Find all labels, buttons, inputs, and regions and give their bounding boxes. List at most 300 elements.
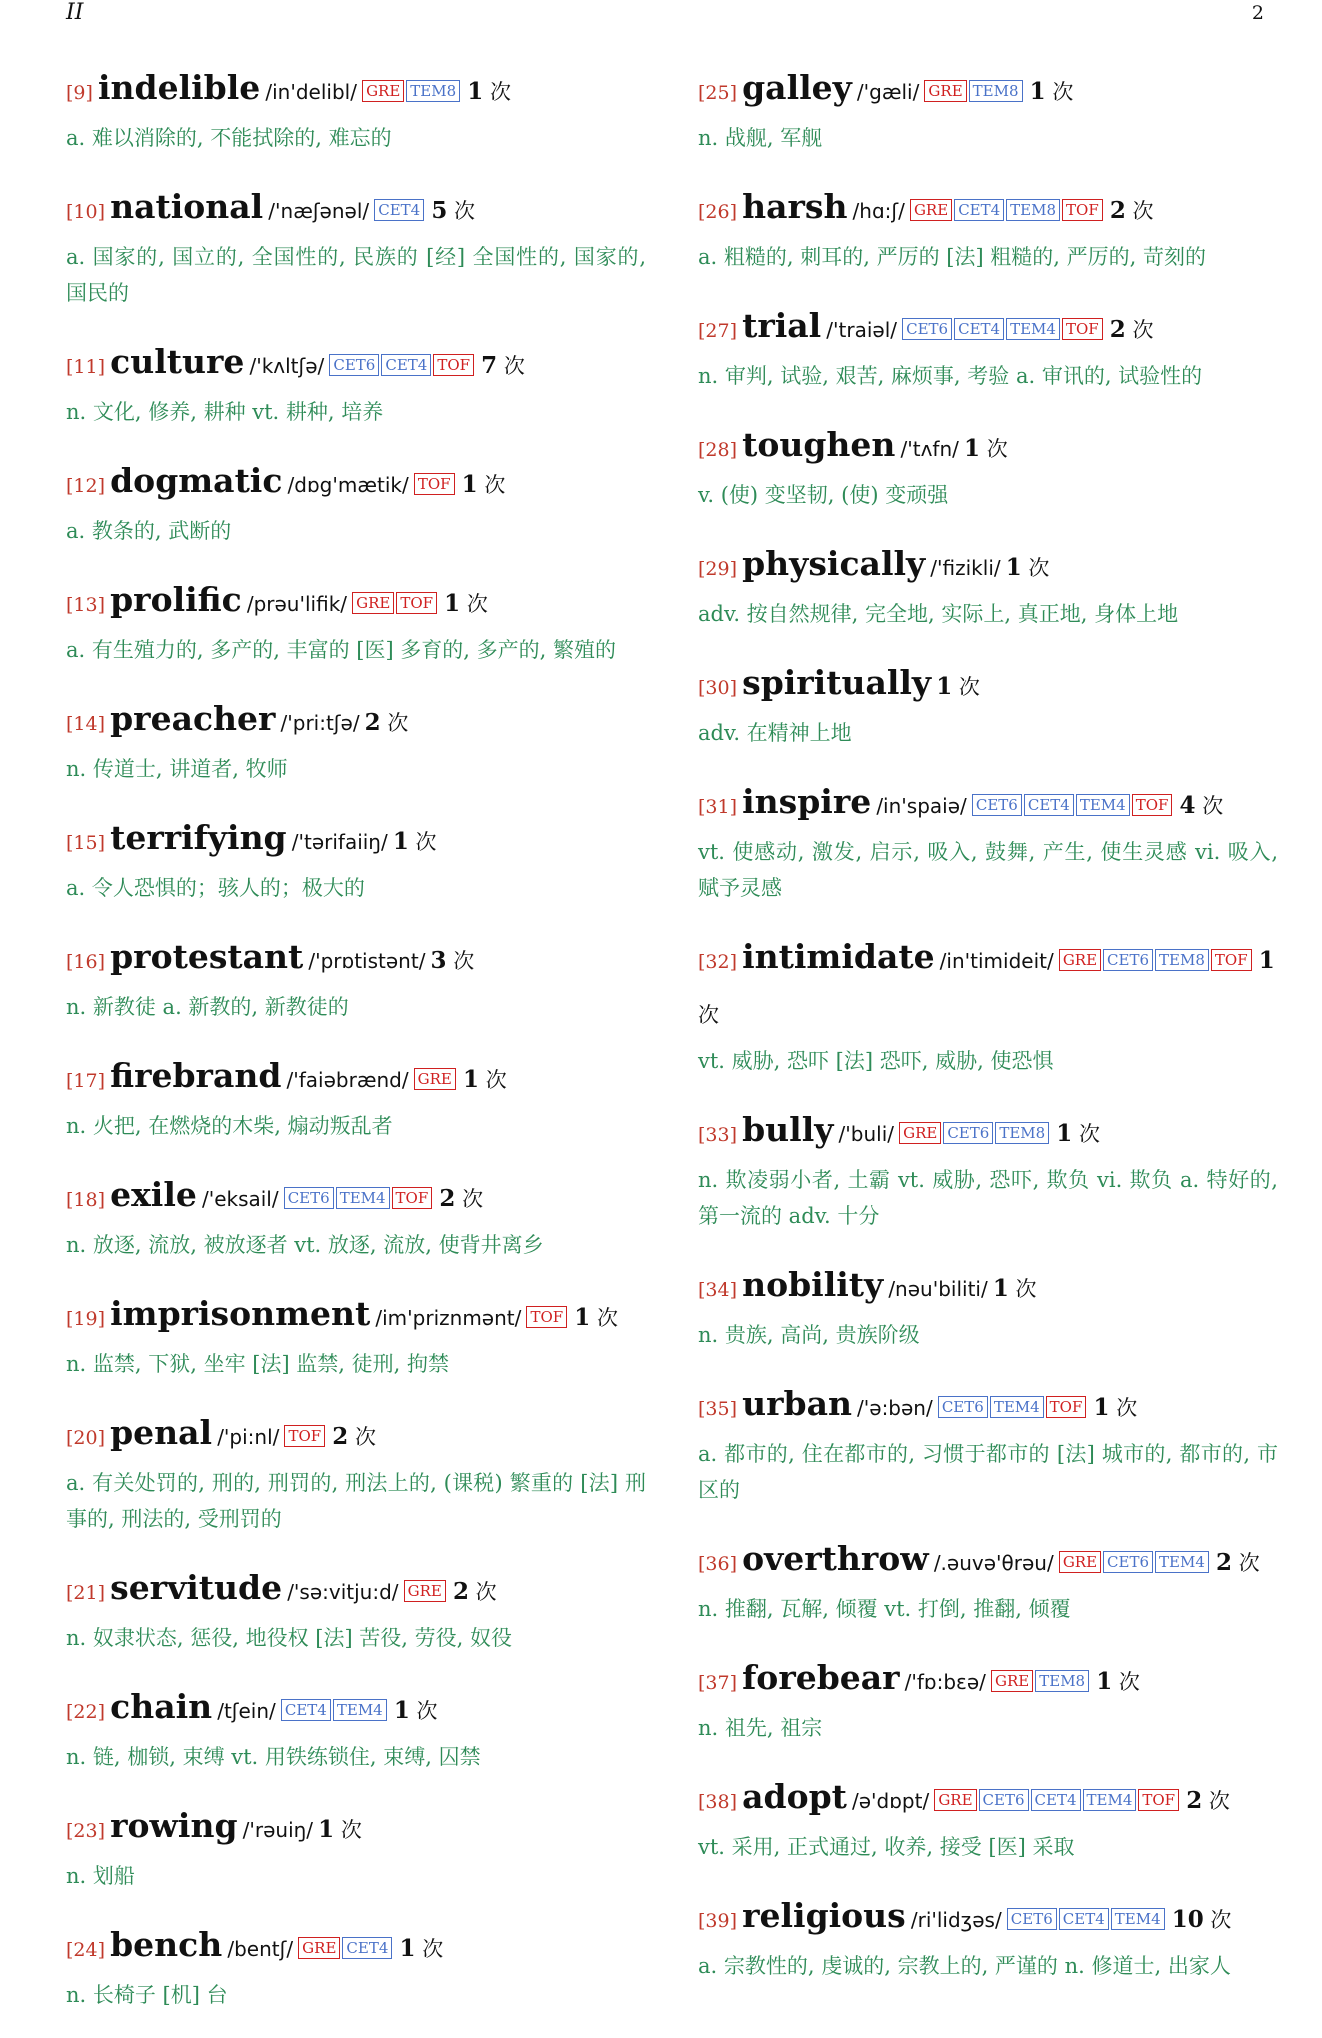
- headword: rowing: [110, 1806, 238, 1845]
- entry-headline: [66, 1681, 646, 1739]
- exam-tag-tof: TOF: [396, 592, 437, 614]
- entry-number: [36]: [698, 1553, 738, 1575]
- frequency-unit: 次: [489, 80, 511, 104]
- vocab-entry: [66, 1919, 646, 2013]
- exam-tag-gre: GRE: [1059, 1551, 1101, 1573]
- definition: a. 难以消除的, 不能拭除的, 难忘的: [66, 126, 392, 150]
- frequency-value: 2: [1215, 1549, 1232, 1576]
- frequency-value: 1: [318, 1816, 335, 1843]
- entry-headline: [66, 931, 646, 989]
- frequency-value: 5: [431, 197, 448, 224]
- vocab-entry: [698, 1890, 1278, 1984]
- frequency-value: 1: [1096, 1668, 1113, 1695]
- entry-headline: [698, 1259, 1278, 1317]
- frequency-value: 1: [1093, 1394, 1110, 1421]
- frequency-value: 1: [1056, 1120, 1073, 1147]
- phonetic: /'faiəbrænd/: [286, 1068, 409, 1092]
- frequency-count: [467, 80, 511, 104]
- frequency-unit: 次: [503, 354, 525, 378]
- phonetic: /'prɒtistənt/: [308, 949, 426, 973]
- frequency-value: 2: [364, 709, 381, 736]
- entry-number: [15]: [66, 832, 106, 854]
- exam-tag-cet6: CET6: [938, 1396, 988, 1418]
- frequency-count: [1056, 1122, 1100, 1146]
- headword: spiritually: [742, 663, 932, 702]
- entry-headline: [66, 574, 646, 632]
- frequency-count: [1006, 556, 1050, 580]
- exam-tag-tem8: TEM8: [969, 80, 1023, 102]
- entry-headline: [698, 657, 1278, 715]
- frequency-value: 2: [332, 1423, 349, 1450]
- page-header-left: II: [66, 0, 84, 25]
- exam-tag-tem4: TEM4: [1076, 794, 1130, 816]
- definition: vt. 使感动, 激发, 启示, 吸入, 鼓舞, 产生, 使生灵感 vi. 吸入, 赋予灵感: [698, 840, 1278, 900]
- exam-tag-cet6: CET6: [902, 318, 952, 340]
- vocab-entry: [698, 1533, 1278, 1627]
- frequency-value: 1: [444, 590, 461, 617]
- exam-tag-cet4: CET4: [1059, 1908, 1109, 1930]
- exam-tag-tof: TOF: [414, 473, 455, 495]
- vocab-entry: [698, 657, 1278, 751]
- frequency-value: 1: [992, 1275, 1009, 1302]
- exam-tag-cet6: CET6: [979, 1789, 1029, 1811]
- headword: dogmatic: [110, 461, 283, 500]
- vocab-entry: [698, 1378, 1278, 1508]
- definition: a. 宗教性的, 虔诚的, 宗教上的, 严谨的 n. 修道士, 出家人: [698, 1954, 1231, 1978]
- phonetic: /in'delibl/: [265, 80, 357, 104]
- entry-number: [32]: [698, 951, 738, 973]
- frequency-unit: 次: [1238, 1551, 1260, 1575]
- phonetic: /ri'lidʒəs/: [910, 1908, 1002, 1932]
- definition: n. 奴隶状态, 惩役, 地役权 [法] 苦役, 劳役, 奴役: [66, 1626, 513, 1650]
- frequency-unit: 次: [698, 1003, 719, 1027]
- exam-tag-cet4: CET4: [374, 199, 424, 221]
- exam-tag-cet6: CET6: [284, 1187, 334, 1209]
- entry-headline: [66, 1562, 646, 1620]
- definition: adv. 按自然规律, 完全地, 实际上, 真正地, 身体上地: [698, 602, 1179, 626]
- frequency-unit: 次: [422, 1937, 444, 1961]
- frequency-count: [1172, 1908, 1232, 1932]
- frequency-unit: 次: [454, 199, 476, 223]
- frequency-unit: 次: [485, 1068, 507, 1092]
- definition: v. (使) 变坚韧, (使) 变顽强: [698, 483, 949, 507]
- definition: n. 战舰, 军舰: [698, 126, 823, 150]
- vocab-entry: [66, 1800, 646, 1894]
- exam-tag-gre: GRE: [362, 80, 404, 102]
- vocab-entry: [698, 300, 1278, 394]
- entry-headline: [66, 1919, 646, 1977]
- frequency-value: 1: [467, 78, 484, 105]
- vocab-entry: [66, 1681, 646, 1775]
- headword: exile: [110, 1175, 197, 1214]
- frequency-unit: 次: [415, 830, 437, 854]
- entry-headline: [698, 776, 1278, 834]
- vocab-entry: [698, 62, 1278, 156]
- definition: n. 监禁, 下狱, 坐牢 [法] 监禁, 徒刑, 拘禁: [66, 1352, 450, 1376]
- entry-number: [26]: [698, 201, 738, 223]
- exam-tag-tem4: TEM4: [1155, 1551, 1209, 1573]
- frequency-unit: 次: [355, 1425, 376, 1449]
- frequency-value: 1: [1029, 78, 1046, 105]
- entry-headline: [66, 455, 646, 513]
- entry-number: [30]: [698, 677, 738, 699]
- frequency-count: [964, 437, 1008, 461]
- frequency-count: [453, 1580, 497, 1604]
- headword: firebrand: [110, 1056, 282, 1095]
- frequency-unit: 次: [1132, 199, 1154, 223]
- frequency-count: [1096, 1670, 1140, 1694]
- exam-tag-cet4: CET4: [381, 354, 431, 376]
- vocab-entry: [66, 1050, 646, 1144]
- definition: n. 放逐, 流放, 被放逐者 vt. 放逐, 流放, 使背井离乡: [66, 1233, 544, 1257]
- headword: forebear: [742, 1658, 900, 1697]
- exam-tag-tem8: TEM8: [1006, 199, 1060, 221]
- frequency-unit: 次: [1028, 556, 1050, 580]
- headword: culture: [110, 342, 245, 381]
- phonetic: /'traiəl/: [826, 318, 898, 342]
- definition: n. 贵族, 高尚, 贵族阶级: [698, 1323, 920, 1347]
- vocab-entry: [698, 776, 1278, 906]
- vocab-entry: [698, 1652, 1278, 1746]
- headword: overthrow: [742, 1539, 929, 1578]
- frequency-unit: 次: [466, 592, 488, 616]
- headword: imprisonment: [110, 1294, 371, 1333]
- phonetic: /dɒg'mætik/: [287, 473, 409, 497]
- phonetic: /'ə:bən/: [857, 1396, 933, 1420]
- frequency-value: 1: [963, 435, 980, 462]
- entry-headline: [66, 693, 646, 751]
- entry-number: [13]: [66, 594, 106, 616]
- entry-headline: [698, 538, 1278, 596]
- phonetic: /'rəuiŋ/: [242, 1818, 314, 1842]
- entry-headline: [698, 419, 1278, 477]
- entry-headline: [66, 336, 646, 394]
- definition: n. 审判, 试验, 艰苦, 麻烦事, 考验 a. 审讯的, 试验性的: [698, 364, 1203, 388]
- frequency-value: 1: [399, 1935, 416, 1962]
- definition: adv. 在精神上地: [698, 721, 852, 745]
- headword: terrifying: [110, 818, 287, 857]
- definition: n. 传道士, 讲道者, 牧师: [66, 757, 288, 781]
- exam-tag-cet6: CET6: [1103, 949, 1153, 971]
- exam-tag-gre: GRE: [414, 1068, 456, 1090]
- entry-number: [38]: [698, 1791, 738, 1813]
- phonetic: /'gæli/: [856, 80, 920, 104]
- frequency-count: [399, 1937, 443, 1961]
- frequency-value: 2: [452, 1578, 469, 1605]
- entry-number: [12]: [66, 475, 106, 497]
- definition: n. 欺凌弱小者, 土霸 vt. 威胁, 恐吓, 欺负 vi. 欺负 a. 特好的, 第一流的 adv. 十分: [698, 1168, 1278, 1228]
- frequency-unit: 次: [484, 473, 506, 497]
- phonetic: /'pi:nl/: [217, 1425, 280, 1449]
- entry-headline: [698, 62, 1278, 120]
- frequency-unit: 次: [1052, 80, 1074, 104]
- frequency-unit: 次: [1015, 1277, 1037, 1301]
- definition: a. 粗糙的, 刺耳的, 严厉的 [法] 粗糙的, 严厉的, 苛刻的: [698, 245, 1207, 269]
- definition: n. 文化, 修养, 耕种 vt. 耕种, 培养: [66, 400, 384, 424]
- exam-tag-tof: TOF: [433, 354, 474, 376]
- frequency-value: 7: [481, 352, 498, 379]
- left-column: [66, 62, 646, 2038]
- frequency-count: [1110, 199, 1154, 223]
- frequency-unit: 次: [958, 675, 980, 699]
- frequency-unit: 次: [387, 711, 409, 735]
- entry-number: [31]: [698, 796, 738, 818]
- frequency-count: [1030, 80, 1074, 104]
- frequency-count: [463, 1068, 507, 1092]
- entry-number: [19]: [66, 1308, 106, 1330]
- exam-tag-gre: GRE: [404, 1580, 446, 1602]
- exam-tag-tof: TOF: [392, 1187, 433, 1209]
- frequency-unit: 次: [596, 1306, 618, 1330]
- phonetic: /'eksail/: [201, 1187, 279, 1211]
- frequency-count: [1110, 318, 1154, 342]
- exam-tag-tof: TOF: [284, 1425, 325, 1447]
- vocab-entry: [698, 181, 1278, 275]
- frequency-value: 1: [1258, 947, 1275, 974]
- exam-tag-cet6: CET6: [329, 354, 379, 376]
- definition: n. 推翻, 瓦解, 倾覆 vt. 打倒, 推翻, 倾覆: [698, 1597, 1071, 1621]
- exam-tag-tem4: TEM4: [990, 1396, 1044, 1418]
- frequency-unit: 次: [1132, 318, 1154, 342]
- exam-tag-cet4: CET4: [281, 1699, 331, 1721]
- vocab-entry: [66, 574, 646, 668]
- entry-number: [35]: [698, 1398, 738, 1420]
- frequency-value: 1: [461, 471, 478, 498]
- vocab-entry: [66, 455, 646, 549]
- definition: a. 有生殖力的, 多产的, 丰富的 [医] 多育的, 多产的, 繁殖的: [66, 638, 617, 662]
- vocab-entry: [66, 1288, 646, 1382]
- vocab-entry: [698, 538, 1278, 632]
- exam-tag-cet6: CET6: [943, 1122, 993, 1144]
- headword: adopt: [742, 1777, 847, 1816]
- frequency-count: [431, 199, 475, 223]
- definition: vt. 采用, 正式通过, 收养, 接受 [医] 采取: [698, 1835, 1075, 1859]
- frequency-count: [318, 1818, 362, 1842]
- headword: penal: [110, 1413, 213, 1452]
- frequency-unit: 次: [462, 1187, 484, 1211]
- frequency-unit: 次: [1116, 1396, 1138, 1420]
- phonetic: /'fɒ:bɛə/: [904, 1670, 986, 1694]
- exam-tag-tof: TOF: [1211, 949, 1252, 971]
- definition: n. 火把, 在燃烧的木柴, 煽动叛乱者: [66, 1114, 393, 1138]
- headword: galley: [742, 68, 852, 107]
- vocab-entry: [698, 1771, 1278, 1865]
- entry-number: [10]: [66, 201, 106, 223]
- vocab-entry: [66, 181, 646, 311]
- entry-number: [21]: [66, 1582, 106, 1604]
- frequency-value: 1: [462, 1066, 479, 1093]
- phonetic: /nəu'biliti/: [888, 1277, 988, 1301]
- entry-headline: [698, 1533, 1278, 1591]
- entry-number: [39]: [698, 1910, 738, 1932]
- phonetic: /in'timideit/: [939, 949, 1054, 973]
- vocab-entry: [66, 1169, 646, 1263]
- headword: intimidate: [742, 937, 935, 976]
- entry-number: [14]: [66, 713, 106, 735]
- frequency-unit: 次: [1078, 1122, 1100, 1146]
- phonetic: /prəu'lifik/: [246, 592, 348, 616]
- entry-headline: [698, 1104, 1278, 1162]
- entry-number: [18]: [66, 1189, 106, 1211]
- entry-number: [33]: [698, 1124, 738, 1146]
- frequency-count: [365, 711, 409, 735]
- phonetic: /hɑ:ʃ/: [852, 199, 905, 223]
- phonetic: /'buli/: [838, 1122, 894, 1146]
- exam-tag-gre: GRE: [1059, 949, 1101, 971]
- phonetic: /'pri:tʃə/: [280, 711, 360, 735]
- definition: a. 有关处罚的, 刑的, 刑罚的, 刑法上的, (课税) 繁重的 [法] 刑事的, 刑法的, 受刑罚的: [66, 1471, 646, 1531]
- entry-number: [22]: [66, 1701, 106, 1723]
- frequency-count: [1093, 1396, 1137, 1420]
- definition: a. 都市的, 住在都市的, 习惯于都市的 [法] 城市的, 都市的, 市区的: [698, 1442, 1278, 1502]
- entry-number: [34]: [698, 1279, 738, 1301]
- frequency-unit: 次: [340, 1818, 362, 1842]
- frequency-count: [462, 473, 506, 497]
- headword: protestant: [110, 937, 304, 976]
- frequency-value: 2: [1186, 1787, 1203, 1814]
- headword: indelible: [98, 68, 261, 107]
- exam-tag-cet6: CET6: [1007, 1908, 1057, 1930]
- headword: urban: [742, 1384, 852, 1423]
- frequency-count: [1180, 794, 1224, 818]
- entry-number: [16]: [66, 951, 106, 973]
- headword: physically: [742, 544, 926, 583]
- frequency-count: [393, 830, 437, 854]
- phonetic: /'næʃənəl/: [268, 199, 370, 223]
- phonetic: /'tərifaiiŋ/: [291, 830, 388, 854]
- definition: a. 令人恐惧的；骇人的；极大的: [66, 876, 365, 900]
- entry-headline: [66, 181, 646, 239]
- exam-tag-tof: TOF: [1062, 199, 1103, 221]
- exam-tag-tem8: TEM8: [1155, 949, 1209, 971]
- vocab-entry: [66, 931, 646, 1025]
- exam-tag-gre: GRE: [924, 80, 966, 102]
- vocab-entry: [66, 693, 646, 787]
- frequency-value: 1: [574, 1304, 591, 1331]
- definition: a. 教条的, 武断的: [66, 519, 232, 543]
- frequency-count: [936, 675, 980, 699]
- headword: inspire: [742, 782, 872, 821]
- entry-headline: [66, 62, 646, 120]
- exam-tag-tof: TOF: [1062, 318, 1103, 340]
- vocab-entry: [66, 336, 646, 430]
- entry-headline: [698, 181, 1278, 239]
- vocab-entry: [698, 931, 1278, 1079]
- frequency-value: 2: [1109, 197, 1126, 224]
- exam-tag-tem8: TEM8: [995, 1122, 1049, 1144]
- entry-headline: [698, 300, 1278, 358]
- entry-headline: [66, 1407, 646, 1465]
- entry-number: [23]: [66, 1820, 106, 1842]
- entry-number: [25]: [698, 82, 738, 104]
- exam-tag-tem8: TEM8: [1035, 1670, 1089, 1692]
- phonetic: /'sə:vitju:d/: [287, 1580, 399, 1604]
- headword: religious: [742, 1896, 906, 1935]
- exam-tag-tem4: TEM4: [336, 1187, 390, 1209]
- frequency-unit: 次: [416, 1699, 438, 1723]
- entry-number: [37]: [698, 1672, 738, 1694]
- entry-headline: [66, 812, 646, 870]
- entry-headline: [66, 1288, 646, 1346]
- exam-tag-tem8: TEM8: [406, 80, 460, 102]
- vocab-entry: [698, 1104, 1278, 1234]
- exam-tag-tem4: TEM4: [1083, 1789, 1137, 1811]
- headword: national: [110, 187, 264, 226]
- frequency-value: 1: [392, 828, 409, 855]
- entry-number: [28]: [698, 439, 738, 461]
- frequency-unit: 次: [986, 437, 1008, 461]
- entry-headline: [66, 1800, 646, 1858]
- entry-number: [11]: [66, 356, 106, 378]
- page-number: 2: [1251, 2, 1264, 24]
- headword: preacher: [110, 699, 276, 738]
- frequency-unit: 次: [1118, 1670, 1140, 1694]
- frequency-value: 1: [393, 1697, 410, 1724]
- entry-number: [17]: [66, 1070, 106, 1092]
- phonetic: /tʃein/: [217, 1699, 276, 1723]
- vocab-entry: [698, 1259, 1278, 1353]
- headword: nobility: [742, 1265, 884, 1304]
- vocab-entry: [66, 812, 646, 906]
- entry-headline: [66, 1169, 646, 1227]
- headword: prolific: [110, 580, 242, 619]
- frequency-value: 1: [1005, 554, 1022, 581]
- definition: n. 祖先, 祖宗: [698, 1716, 823, 1740]
- frequency-value: 2: [439, 1185, 456, 1212]
- headword: bully: [742, 1110, 834, 1149]
- exam-tag-gre: GRE: [298, 1937, 340, 1959]
- exam-tag-tem4: TEM4: [1006, 318, 1060, 340]
- headword: harsh: [742, 187, 848, 226]
- exam-tag-gre: GRE: [352, 592, 394, 614]
- entry-headline: [698, 1771, 1278, 1829]
- headword: bench: [110, 1925, 223, 1964]
- exam-tag-tem4: TEM4: [333, 1699, 387, 1721]
- exam-tag-gre: GRE: [910, 199, 952, 221]
- exam-tag-tof: TOF: [1046, 1396, 1087, 1418]
- exam-tag-cet4: CET4: [954, 318, 1004, 340]
- exam-tag-cet4: CET4: [1031, 1789, 1081, 1811]
- vocab-entry: [66, 62, 646, 156]
- frequency-count: [431, 949, 475, 973]
- frequency-count: [993, 1277, 1037, 1301]
- entry-headline: [66, 1050, 646, 1108]
- exam-tag-tof: TOF: [1132, 794, 1173, 816]
- phonetic: /im'priznmənt/: [375, 1306, 522, 1330]
- exam-tag-tof: TOF: [1138, 1789, 1179, 1811]
- exam-tag-gre: GRE: [934, 1789, 976, 1811]
- entry-number: [29]: [698, 558, 738, 580]
- frequency-value: 4: [1179, 792, 1196, 819]
- definition: vt. 威胁, 恐吓 [法] 恐吓, 威胁, 使恐惧: [698, 1049, 1054, 1073]
- frequency-unit: 次: [475, 1580, 497, 1604]
- definition: a. 国家的, 国立的, 全国性的, 民族的 [经] 全国性的, 国家的, 国民的: [66, 245, 646, 305]
- exam-tag-gre: GRE: [991, 1670, 1033, 1692]
- definition: n. 划船: [66, 1864, 135, 1888]
- headword: trial: [742, 306, 822, 345]
- frequency-count: [394, 1699, 438, 1723]
- vocab-entry: [698, 419, 1278, 513]
- phonetic: /bentʃ/: [227, 1937, 294, 1961]
- frequency-count: [1186, 1789, 1230, 1813]
- phonetic: /'kʌltʃə/: [249, 354, 325, 378]
- definition: n. 新教徒 a. 新教的, 新教徒的: [66, 995, 349, 1019]
- frequency-count: [332, 1425, 376, 1449]
- exam-tag-cet4: CET4: [1024, 794, 1074, 816]
- frequency-value: 2: [1109, 316, 1126, 343]
- headword: toughen: [742, 425, 896, 464]
- vocab-entry: [66, 1562, 646, 1656]
